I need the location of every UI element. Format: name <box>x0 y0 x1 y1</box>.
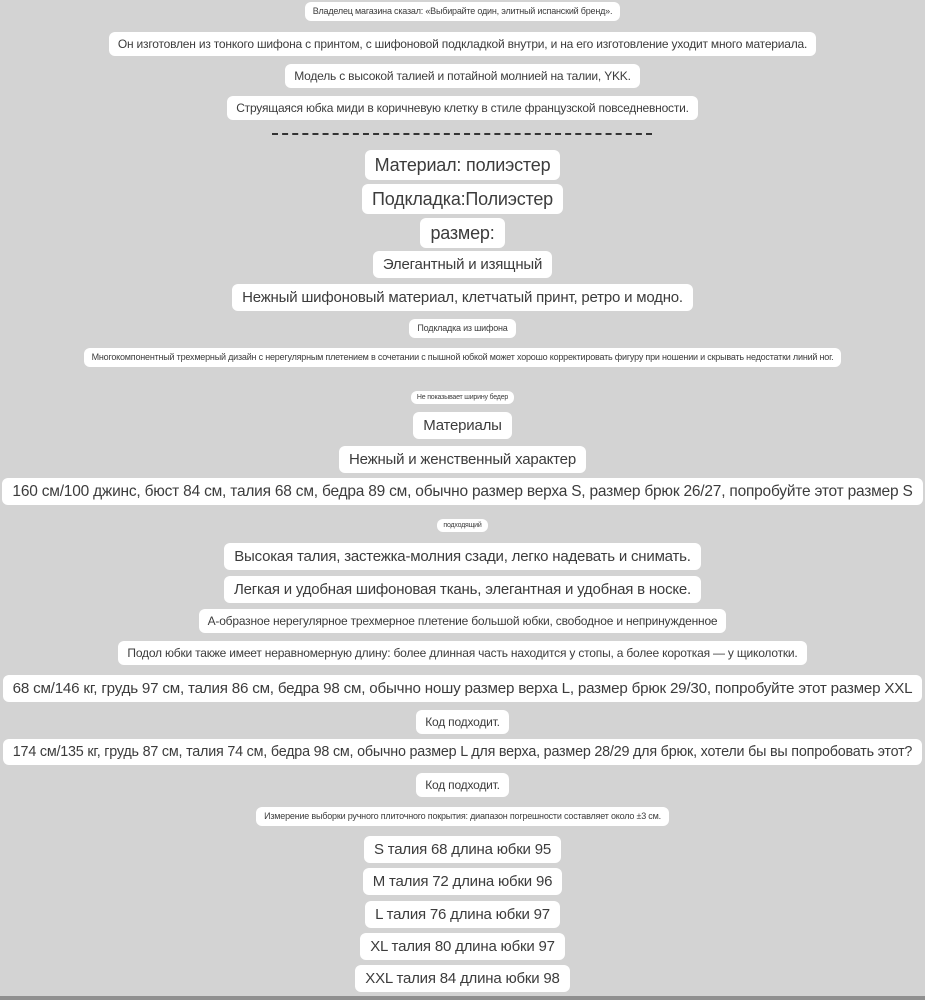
text-line-light-fabric: Легкая и удобная шифоновая ткань, элегантная и удобная в носке. <box>0 576 925 603</box>
text-line-brand: Владелец магазина сказал: «Выбирайте один, элитный испанский бренд». <box>0 1 925 21</box>
text-line-a-line: А-образное нерегулярное трехмерное плетение большой юбки, свободное и непринужденное <box>0 609 925 633</box>
text-line-size-label: размер: <box>0 218 925 248</box>
text-line-lining: Подкладка:Полиэстер <box>0 184 925 214</box>
text-line-elegant: Элегантный и изящный <box>0 251 925 278</box>
text-line-zipper: Высокая талия, застежка-молния сзади, легко надевать и снимать. <box>0 543 925 570</box>
size-row-xxl: XXL талия 84 длина юбки 98 <box>0 965 925 992</box>
text-line-materials: Материалы <box>0 412 925 439</box>
text-line-code-fits-1: Код подходит. <box>0 710 925 734</box>
text-line-measurement-note: Измерение выборки ручного плиточного покрытия: диапазон погрешности составляет около ±3 см. <box>0 806 925 826</box>
text-line-code-fits-2: Код подходит. <box>0 773 925 797</box>
text-line-model-s: 160 см/100 джинс, бюст 84 см, талия 68 см, бедра 89 см, обычно размер верха S, размер брюк 26/27, попробуйте этот размер S <box>0 478 925 505</box>
text-line-skirt-style: Струящаяся юбка миди в коричневую клетку в стиле французской повседневности. <box>0 96 925 120</box>
text-line-model-xxl: 68 см/146 кг, грудь 97 см, талия 86 см, бедра 98 см, обычно ношу размер верха L, размер брюк 29/30, попробуйте этот размер XXL <box>0 675 925 702</box>
text-line-material: Материал: полиэстер <box>0 150 925 180</box>
size-row-l: L талия 76 длина юбки 97 <box>0 901 925 928</box>
text-line-fabric: Он изготовлен из тонкого шифона с принтом, с шифоновой подкладкой внутри, и на его изготовление уходит много материала. <box>0 32 925 56</box>
dashed-divider <box>272 133 652 135</box>
text-line-feminine: Нежный и женственный характер <box>0 446 925 473</box>
text-line-chiffon-lining: Подкладка из шифона <box>0 318 925 338</box>
text-line-model-l: 174 см/135 кг, грудь 87 см, талия 74 см, бедра 98 см, обычно размер L для верха, размер 28/29 для брюк, хотели бы вы попробовать этот? <box>0 739 925 765</box>
size-row-m: M талия 72 длина юбки 96 <box>0 868 925 895</box>
text-line-chiffon-print: Нежный шифоновый материал, клетчатый принт, ретро и модно. <box>0 284 925 311</box>
bottom-edge-bar <box>0 996 925 1000</box>
size-row-s: S талия 68 длина юбки 95 <box>0 836 925 863</box>
text-line-hip-width: Не показывает ширину бедер <box>0 386 925 404</box>
text-line-high-waist: Модель с высокой талией и потайной молнией на талии, YKK. <box>0 64 925 88</box>
text-line-hem: Подол юбки также имеет неравномерную длину: более длинная часть находится у стопы, а более короткая — у щиколотки. <box>0 641 925 665</box>
text-line-suitable: подходящий <box>0 514 925 532</box>
size-row-xl: XL талия 80 длина юбки 97 <box>0 933 925 960</box>
text-line-3d-design: Многокомпонентный трехмерный дизайн с нерегулярным плетением в сочетании с пышной юбкой может хорошо корректировать фигуру при ношении и скрывать недостатки линий ног. <box>0 347 925 367</box>
